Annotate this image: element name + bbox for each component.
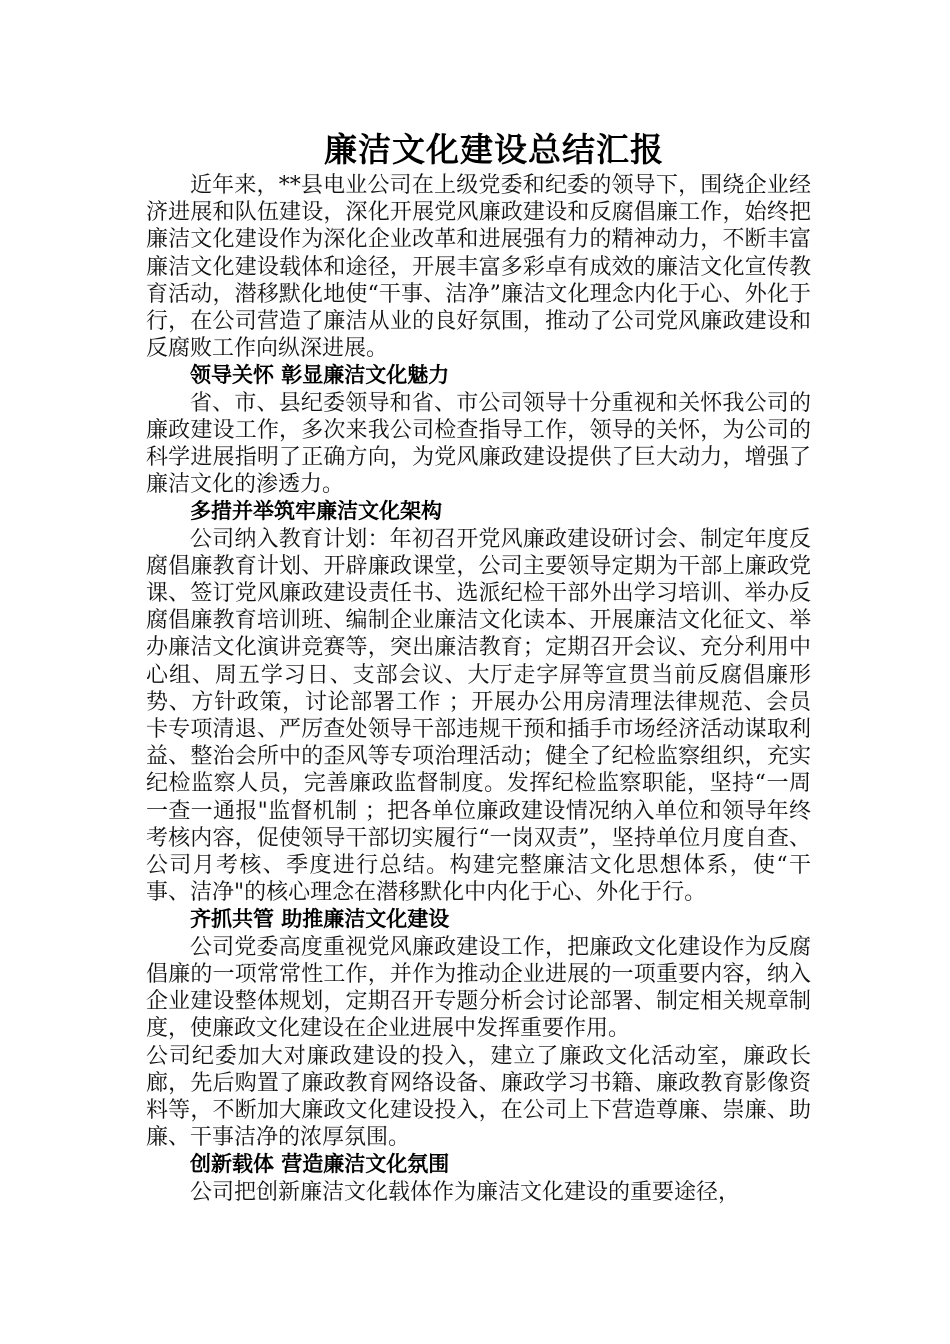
document-title: 廉洁文化建设总结汇报	[324, 130, 664, 169]
section-paragraph: 公司把创新廉洁文化载体作为廉洁文化建设的重要途径，	[190, 1179, 741, 1205]
section-paragraph: 公司纳入教育计划：年初召开党风廉政建设研讨会、制定年度反腐倡廉教育计划、开辟廉政课堂，公司主要领导定期为干部上廉政党课、签订党风廉政建设责任书、选派纪检干部外出学习培训、举办反腐倡廉教育培训班、编制企业廉洁文化读本、开展廉洁文化征文、举办廉洁文化演讲竞赛等，突出廉洁教育；定期召开会议、充分利用中心组、周五学习日、支部会议、大厅走字屏等宣贯当前反腐倡廉形势、方针政策，讨论部署工作 ；开展办公用房清理法律规范、会员卡专项清退、严厉查处领导干部违规干预和插手市场经济活动谋取利益、整治会所中的歪风等专项治理活动；健全了纪检监察组织，充实纪检监察人员，完善廉政监督制度。发挥纪检监察职能，坚持“一周一查一通报"监督机制 ；把各单位廉政建设情况纳入单位和领导年终考核内容，促使领导干部切实履行“一岗双责”，坚持单位月度自查、公司月考核、季度进行总结。构建完整廉洁文化思想体系，使“干事、洁净"的核心理念在潜移默化中内化于心、外化于行。	[146, 526, 811, 906]
document-page	[146, 128, 811, 1206]
section-paragraph: 省、市、县纪委领导和省、市公司领导十分重视和关怀我公司的廉政建设工作，多次来我公司检查指导工作，领导的关怀，为公司的科学进展指明了正确方向，为党风廉政建设提供了巨大动力，增强了廉洁文化的渗透力。	[146, 390, 811, 498]
section-heading-measures: 多措并举筑牢廉洁文化架构	[190, 499, 442, 524]
section-heading-leadership: 领导关怀 彰显廉洁文化魅力	[190, 363, 450, 388]
section-heading-innovation: 创新载体 营造廉洁文化氛围	[190, 1152, 450, 1177]
intro-paragraph: 近年来，**县电业公司在上级党委和纪委的领导下，围绕企业经济进展和队伍建设，深化开展党风廉政建设和反腐倡廉工作，始终把廉洁文化建设作为深化企业改革和进展强有力的精神动力，不断丰富廉洁文化建设载体和途径，开展丰富多彩卓有成效的廉洁文化宣传教育活动，潜移默化地使“干事、洁净”廉洁文化理念内化于心、外化于行，在公司营造了廉洁从业的良好氛围，推动了公司党风廉政建设和反腐败工作向纵深进展。	[146, 173, 811, 362]
section-paragraph: 公司纪委加大对廉政建设的投入，建立了廉政文化活动室，廉政长廊，先后购置了廉政教育网络设备、廉政学习书籍、廉政教育影像资料等，不断加大廉政文化建设投入，在公司上下营造尊廉、崇廉、助廉、干事洁净的浓厚氛围。	[146, 1043, 811, 1151]
section-paragraph: 公司党委高度重视党风廉政建设工作，把廉政文化建设作为反腐倡廉的一项常常性工作，并作为推动企业进展的一项重要内容，纳入企业建设整体规划，定期召开专题分析会讨论部署、制定相关规章制度，使廉政文化建设在企业进展中发挥重要作用。	[146, 934, 811, 1042]
section-heading-joint-management: 齐抓共管 助推廉洁文化建设	[190, 907, 450, 932]
